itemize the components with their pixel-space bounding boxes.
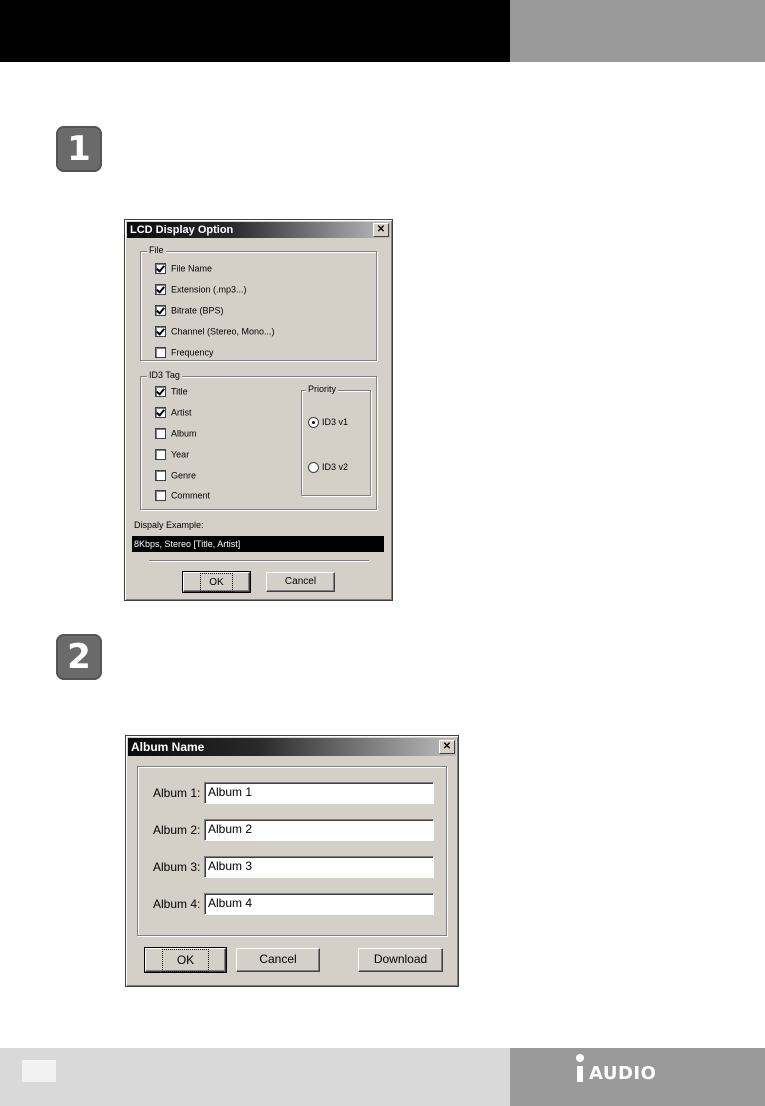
radio-label: ID3 v1 [322,417,349,427]
checkbox[interactable] [155,449,166,460]
id3v1-radio-row[interactable] [308,416,348,428]
header-black-bar [0,0,510,62]
checkbox[interactable] [155,470,166,481]
lcd-dialog-close-button[interactable] [373,223,389,237]
logo-i-icon [577,1066,583,1082]
checkbox[interactable] [155,284,166,295]
checkbox-label: File Name [171,263,213,274]
lcd-cancel-button[interactable]: Cancel [266,572,335,592]
checkbox-label: Bitrate (BPS) [171,305,224,316]
lcd-dialog-title: LCD Display Option [130,224,234,236]
radio-label: ID3 v2 [322,462,349,472]
file-group [140,245,377,361]
checkbox-label: Genre [171,470,197,481]
id3v2-radio-row[interactable] [308,461,348,473]
album-dialog-title: Album Name [131,740,205,754]
checkbox[interactable] [155,305,166,316]
lcd-ok-button[interactable] [183,572,250,592]
priority-group-label: Priority [308,384,337,394]
file-group-label: File [149,245,164,255]
checkbox-label: Album [171,428,197,439]
header-gray-bar [510,0,765,62]
album-name-dialog [125,735,459,987]
checkbox-label: Year [171,449,190,460]
checkbox-label: Comment [171,490,211,501]
album-dialog-titlebar [128,738,456,756]
album-1-input[interactable]: Album 1 [204,782,434,804]
album-4-input[interactable]: Album 4 [204,893,434,915]
channel-checkbox-row[interactable] [155,325,275,339]
checkbox[interactable] [155,490,166,501]
step-1-badge: 1 [56,126,102,172]
close-icon: ✕ [376,224,386,235]
dialog-separator [149,560,369,562]
frequency-checkbox-row[interactable] [155,346,214,360]
checkbox[interactable] [155,347,166,358]
extension-checkbox-row[interactable] [155,283,247,297]
page-number-box [22,1060,56,1082]
checkbox-label: Frequency [171,347,214,358]
radio-button[interactable] [308,417,319,428]
album-1-label: Album 1: [153,786,201,800]
album-ok-button[interactable] [145,948,226,972]
lcd-dialog-titlebar [127,222,390,238]
ok-button-label: OK [162,949,209,972]
checkbox[interactable] [155,326,166,337]
album-download-button[interactable]: Download [358,948,443,972]
title-checkbox-row[interactable] [155,385,188,399]
display-example-label: Dispaly Example: [134,520,204,530]
footer-light-bar [0,1048,510,1106]
album-cancel-button[interactable]: Cancel [236,948,320,972]
logo-text: AUDIO [589,1063,657,1084]
genre-checkbox-row[interactable] [155,469,196,483]
display-example-field: 8Kbps, Stereo [Title, Artist] [132,536,384,552]
checkbox[interactable] [155,428,166,439]
checkbox[interactable] [155,263,166,274]
checkbox-label: Channel (Stereo, Mono...) [171,326,275,337]
priority-group [301,384,371,496]
logo-dot-icon [576,1054,584,1062]
album-3-label: Album 3: [153,860,201,874]
radio-button[interactable] [308,462,319,473]
lcd-display-option-dialog [124,219,393,601]
iaudio-logo [574,1052,684,1092]
id3-group-label: ID3 Tag [149,370,180,380]
checkbox[interactable] [155,407,166,418]
checkbox-label: Title [171,386,188,397]
album-checkbox-row[interactable] [155,427,197,441]
checkbox[interactable] [155,386,166,397]
album-dialog-close-button[interactable] [439,740,455,754]
checkbox-label: Extension (.mp3...) [171,284,247,295]
album-4-label: Album 4: [153,897,201,911]
album-2-input[interactable]: Album 2 [204,819,434,841]
file-name-checkbox-row[interactable] [155,262,212,276]
album-fields-panel [137,766,447,936]
step-2-badge: 2 [56,634,102,680]
album-2-label: Album 2: [153,823,201,837]
year-checkbox-row[interactable] [155,448,189,462]
comment-checkbox-row[interactable] [155,489,210,503]
bitrate-checkbox-row[interactable] [155,304,224,318]
checkbox-label: Artist [171,407,192,418]
artist-checkbox-row[interactable] [155,406,192,420]
close-icon: ✕ [442,741,452,752]
album-3-input[interactable]: Album 3 [204,856,434,878]
ok-button-label: OK [200,573,232,592]
id3-tag-group [140,370,377,510]
